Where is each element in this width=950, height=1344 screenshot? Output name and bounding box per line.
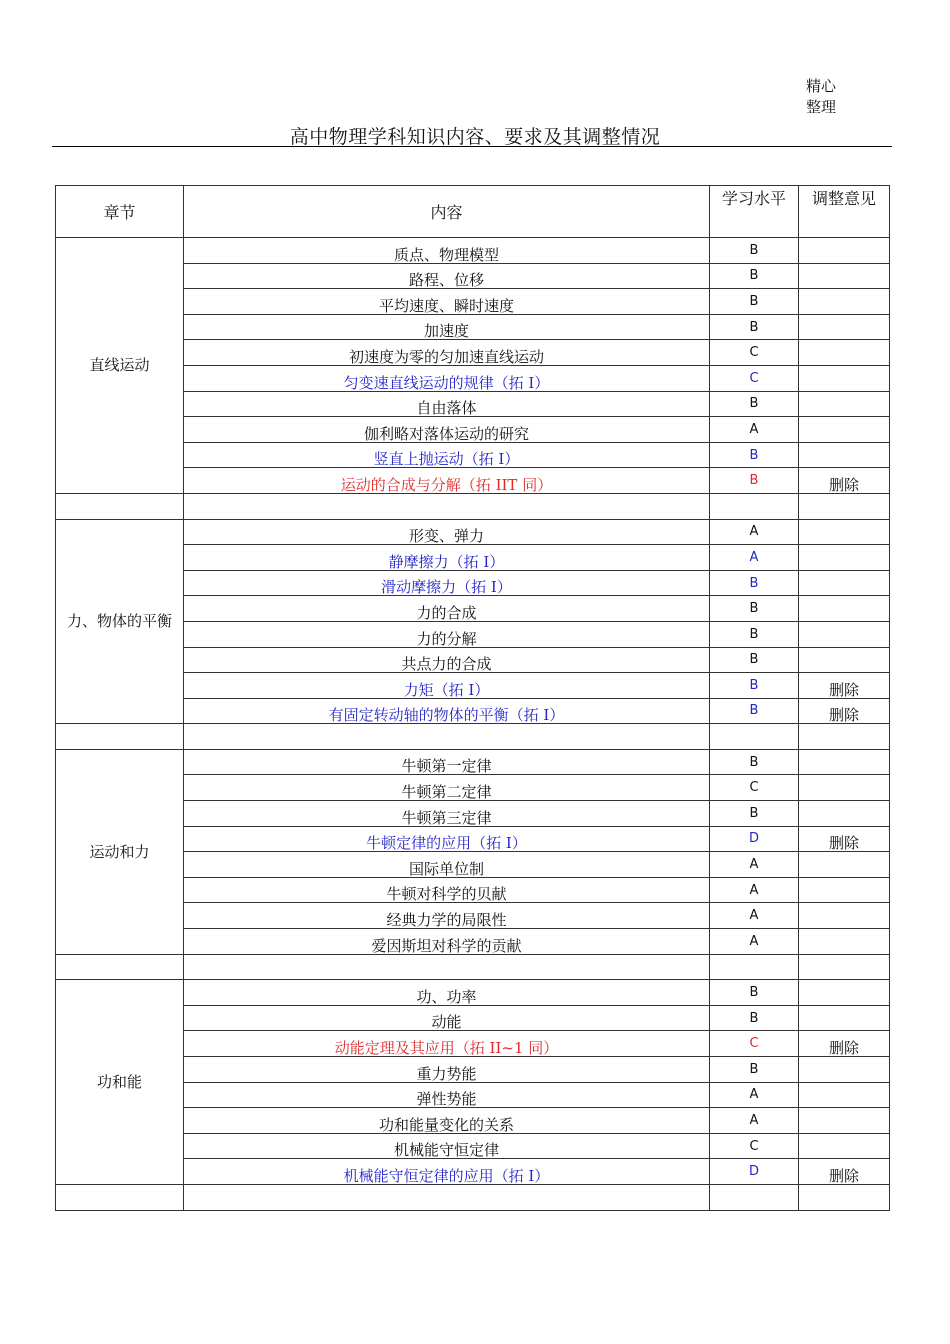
- adjust-cell: [799, 314, 890, 340]
- level-cell: B: [710, 749, 799, 775]
- adjust-cell: [799, 647, 890, 673]
- content-cell: 平均速度、瞬时速度: [184, 289, 710, 315]
- table-row: [56, 980, 890, 1006]
- knowledge-table: [55, 185, 890, 1211]
- empty-cell: [710, 724, 799, 750]
- empty-cell: [710, 954, 799, 980]
- content-cell: 牛顿对科学的贝献: [184, 877, 710, 903]
- content-cell: 动能: [184, 1005, 710, 1031]
- empty-cell: [56, 724, 184, 750]
- content-cell: 自由落体: [184, 391, 710, 417]
- level-cell: B: [710, 570, 799, 596]
- level-cell: C: [710, 340, 799, 366]
- adjust-cell: [799, 749, 890, 775]
- empty-cell: [799, 1184, 890, 1210]
- empty-cell: [184, 1184, 710, 1210]
- table-row: [56, 238, 890, 264]
- content-cell: 爱因斯坦对科学的贡献: [184, 929, 710, 955]
- adjust-cell: [799, 391, 890, 417]
- adjust-cell: [799, 801, 890, 827]
- corner-note-line-1: 精心: [806, 77, 837, 95]
- content-cell: 机械能守恒定律: [184, 1133, 710, 1159]
- adjust-cell: [799, 1133, 890, 1159]
- level-cell: B: [710, 621, 799, 647]
- level-cell: C: [710, 775, 799, 801]
- level-cell: B: [710, 263, 799, 289]
- level-cell: B: [710, 698, 799, 724]
- content-cell: 静摩擦力（拓 I）: [184, 545, 710, 571]
- level-cell: C: [710, 365, 799, 391]
- level-cell: B: [710, 289, 799, 315]
- adjust-cell: 删除: [799, 826, 890, 852]
- adjust-cell: 删除: [799, 1159, 890, 1185]
- content-cell: 牛顿第三定律: [184, 801, 710, 827]
- level-cell: B: [710, 673, 799, 699]
- adjust-cell: [799, 545, 890, 571]
- content-cell: 形变、弹力: [184, 519, 710, 545]
- content-cell: 国际单位制: [184, 852, 710, 878]
- level-cell: C: [710, 1133, 799, 1159]
- level-cell: B: [710, 314, 799, 340]
- chapter-cell: 力、物体的平衡: [56, 519, 184, 724]
- adjust-cell: [799, 596, 890, 622]
- table-row: [56, 749, 890, 775]
- adjust-cell: [799, 1005, 890, 1031]
- level-cell: D: [710, 1159, 799, 1185]
- header-level: 学习水平: [710, 186, 799, 238]
- table-header-row: [56, 186, 890, 238]
- adjust-cell: 删除: [799, 673, 890, 699]
- header-content: 内容: [184, 186, 710, 238]
- content-cell: 弹性势能: [184, 1082, 710, 1108]
- level-cell: B: [710, 442, 799, 468]
- section-spacer-row: [56, 493, 890, 519]
- adjust-cell: [799, 1082, 890, 1108]
- adjust-cell: [799, 1108, 890, 1134]
- chapter-cell: 功和能: [56, 980, 184, 1185]
- level-cell: A: [710, 417, 799, 443]
- content-cell: 有固定转动轴的物体的平衡（拓 I）: [184, 698, 710, 724]
- level-cell: B: [710, 1057, 799, 1083]
- content-cell: 重力势能: [184, 1057, 710, 1083]
- section-spacer-row: [56, 724, 890, 750]
- adjust-cell: [799, 929, 890, 955]
- corner-note-line-2: 整理: [806, 98, 837, 116]
- corner-note: [806, 76, 836, 118]
- content-cell: 动能定理及其应用（拓 II~1 同）: [184, 1031, 710, 1057]
- content-cell: 滑动摩擦力（拓 I）: [184, 570, 710, 596]
- level-cell: A: [710, 545, 799, 571]
- chapter-cell: 运动和力: [56, 749, 184, 954]
- level-cell: B: [710, 1005, 799, 1031]
- table-row: [56, 519, 890, 545]
- content-cell: 路程、位移: [184, 263, 710, 289]
- level-cell: C: [710, 1031, 799, 1057]
- content-cell: 牛顿第一定律: [184, 749, 710, 775]
- adjust-cell: [799, 775, 890, 801]
- level-cell: B: [710, 980, 799, 1006]
- content-cell: 机械能守恒定律的应用（拓 I）: [184, 1159, 710, 1185]
- adjust-cell: [799, 852, 890, 878]
- level-cell: A: [710, 903, 799, 929]
- adjust-cell: [799, 289, 890, 315]
- section-spacer-row: [56, 1184, 890, 1210]
- header-chapter: 章节: [56, 186, 184, 238]
- content-cell: 伽利略对落体运动的研究: [184, 417, 710, 443]
- adjust-cell: [799, 340, 890, 366]
- document-title: 高中物理学科知识内容、要求及其调整情况: [289, 126, 661, 148]
- section-spacer-row: [56, 954, 890, 980]
- content-cell: 运动的合成与分解（拓 IIT 同）: [184, 468, 710, 494]
- level-cell: D: [710, 826, 799, 852]
- level-cell: A: [710, 877, 799, 903]
- adjust-cell: [799, 442, 890, 468]
- level-cell: B: [710, 596, 799, 622]
- content-cell: 初速度为零的匀加速直线运动: [184, 340, 710, 366]
- content-cell: 加速度: [184, 314, 710, 340]
- adjust-cell: [799, 877, 890, 903]
- empty-cell: [799, 954, 890, 980]
- empty-cell: [710, 1184, 799, 1210]
- content-cell: 牛顿第二定律: [184, 775, 710, 801]
- empty-cell: [56, 1184, 184, 1210]
- level-cell: A: [710, 929, 799, 955]
- content-cell: 质点、物理模型: [184, 238, 710, 264]
- chapter-cell: 直线运动: [56, 238, 184, 494]
- level-cell: B: [710, 801, 799, 827]
- content-cell: 竖直上抛运动（拓 I）: [184, 442, 710, 468]
- adjust-cell: [799, 903, 890, 929]
- adjust-cell: [799, 263, 890, 289]
- content-cell: 匀变速直线运动的规律（拓 I）: [184, 365, 710, 391]
- header-adjust: 调整意见: [799, 186, 890, 238]
- content-cell: 经典力学的局限性: [184, 903, 710, 929]
- level-cell: A: [710, 1082, 799, 1108]
- empty-cell: [710, 493, 799, 519]
- content-cell: 共点力的合成: [184, 647, 710, 673]
- adjust-cell: [799, 570, 890, 596]
- adjust-cell: [799, 519, 890, 545]
- adjust-cell: 删除: [799, 1031, 890, 1057]
- adjust-cell: [799, 980, 890, 1006]
- adjust-cell: 删除: [799, 698, 890, 724]
- adjust-cell: 删除: [799, 468, 890, 494]
- level-cell: A: [710, 1108, 799, 1134]
- adjust-cell: [799, 621, 890, 647]
- adjust-cell: [799, 365, 890, 391]
- adjust-cell: [799, 1057, 890, 1083]
- level-cell: B: [710, 468, 799, 494]
- empty-cell: [184, 954, 710, 980]
- content-cell: 功和能量变化的关系: [184, 1108, 710, 1134]
- empty-cell: [56, 493, 184, 519]
- level-cell: B: [710, 647, 799, 673]
- empty-cell: [799, 493, 890, 519]
- empty-cell: [56, 954, 184, 980]
- level-cell: B: [710, 391, 799, 417]
- content-cell: 力的合成: [184, 596, 710, 622]
- title-underline: [52, 146, 892, 147]
- adjust-cell: [799, 417, 890, 443]
- content-cell: 功、功率: [184, 980, 710, 1006]
- empty-cell: [799, 724, 890, 750]
- content-cell: 力的分解: [184, 621, 710, 647]
- table-body: [56, 238, 890, 1211]
- content-cell: 力矩（拓 I）: [184, 673, 710, 699]
- adjust-cell: [799, 238, 890, 264]
- empty-cell: [184, 493, 710, 519]
- level-cell: B: [710, 238, 799, 264]
- content-cell: 牛顿定律的应用（拓 I）: [184, 826, 710, 852]
- empty-cell: [184, 724, 710, 750]
- level-cell: A: [710, 519, 799, 545]
- level-cell: A: [710, 852, 799, 878]
